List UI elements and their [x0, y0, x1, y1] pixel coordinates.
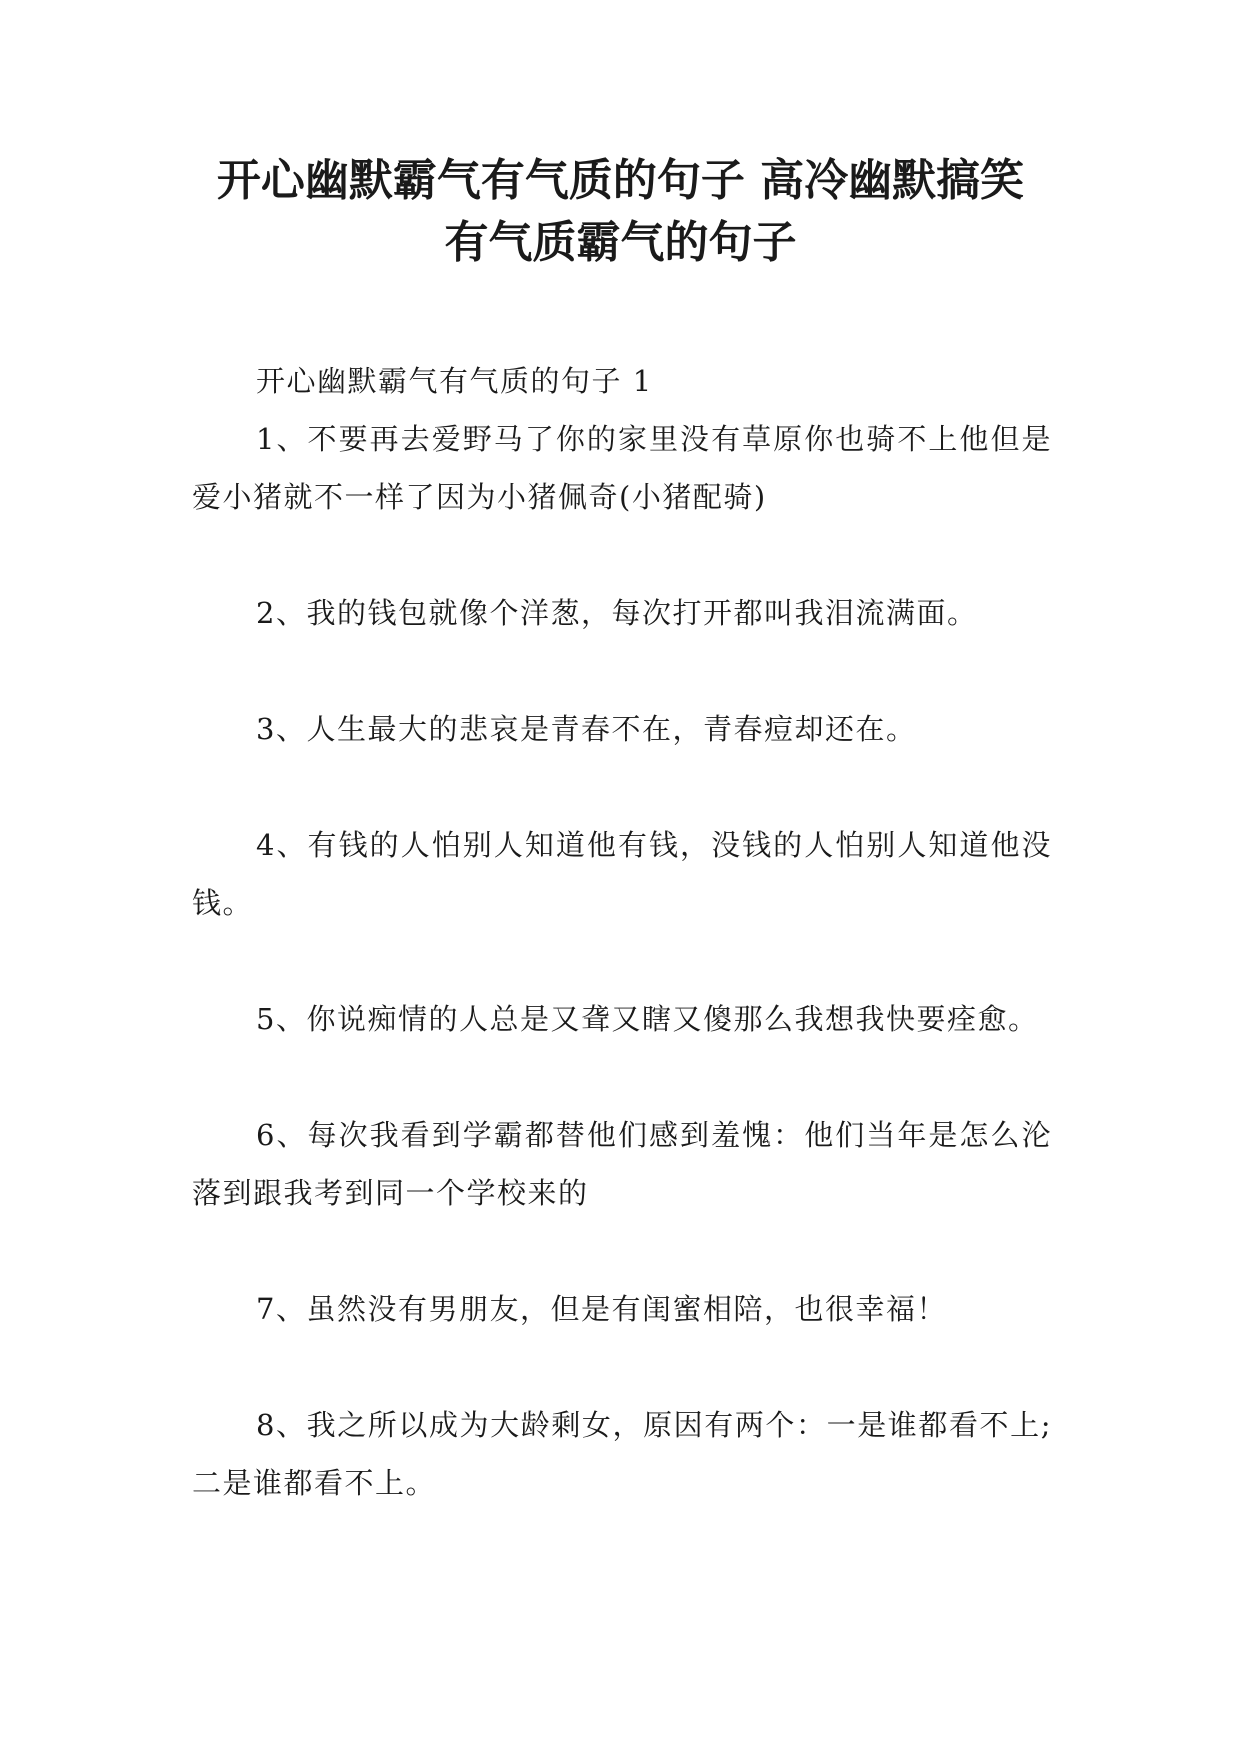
list-item: 8、我之所以成为大龄剩女，原因有两个：一是谁都看不上;二是谁都看不上。 [192, 1408, 1052, 1500]
list-item: 2、我的钱包就像个洋葱，每次打开都叫我泪流满面。 [256, 596, 978, 630]
paragraph-gap [192, 1338, 1052, 1396]
list-item: 5、你说痴情的人总是又聋又瞎又傻那么我想我快要痊愈。 [256, 1002, 1039, 1036]
section-heading: 开心幽默霸气有气质的句子 1 [256, 364, 653, 398]
list-item: 6、每次我看到学霸都替他们感到羞愧：他们当年是怎么沦落到跟我考到同一个学校来的 [192, 1118, 1052, 1210]
document-body [192, 352, 1052, 1512]
list-item: 7、虽然没有男朋友，但是有闺蜜相陪，也很幸福！ [256, 1292, 947, 1326]
document-title [150, 150, 1091, 274]
list-item: 4、有钱的人怕别人知道他有钱，没钱的人怕别人知道他没钱。 [192, 828, 1052, 920]
title-line-2: 有气质霸气的句子 [444, 217, 797, 268]
paragraph-gap [192, 642, 1052, 700]
title-line-1: 开心幽默霸气有气质的句子 高冷幽默搞笑 [216, 155, 1025, 206]
paragraph-gap [192, 932, 1052, 990]
list-item: 1、不要再去爱野马了你的家里没有草原你也骑不上他但是爱小猪就不一样了因为小猪佩奇(小猪配骑) [192, 422, 1052, 514]
paragraph-gap [192, 1048, 1052, 1106]
paragraph-gap [192, 758, 1052, 816]
paragraph-gap [192, 1222, 1052, 1280]
list-item: 3、人生最大的悲哀是青春不在，青春痘却还在。 [256, 712, 917, 746]
paragraph-gap [192, 526, 1052, 584]
